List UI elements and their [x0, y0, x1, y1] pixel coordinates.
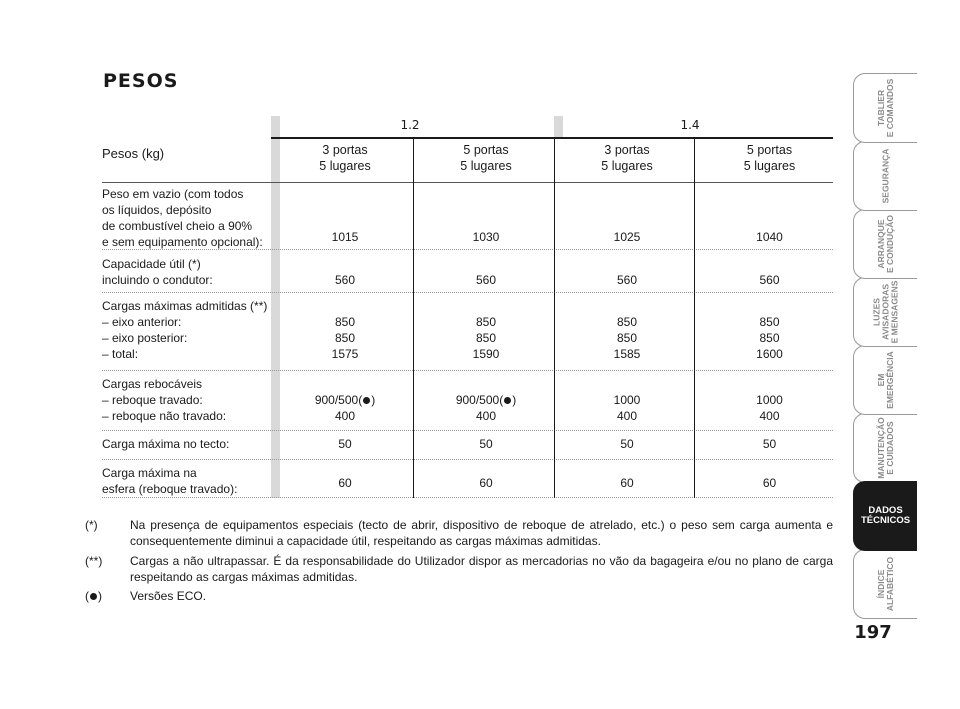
tab-label: SEGURANÇA [880, 148, 890, 204]
table-cell: 1030 [472, 230, 500, 244]
table-cell: 1040 [756, 230, 783, 244]
table-cell: 50 [762, 437, 777, 451]
tab-label: LUZES AVISADORAS E MENSAGENS [871, 280, 899, 344]
tab-arranque[interactable] [853, 209, 917, 279]
column-divider [413, 137, 414, 498]
footnote-marker: ( ) [85, 589, 102, 603]
eco-dot-icon [363, 397, 370, 404]
column-header: 5 portas 5 lugares [460, 143, 512, 173]
tab-luzes[interactable] [853, 277, 917, 347]
table-header-divider [102, 182, 833, 183]
table-cell: 60 [620, 476, 634, 490]
footnote-marker: (**) [85, 554, 103, 568]
table-cell: 1025 [613, 230, 641, 244]
eco-dot-icon [90, 593, 97, 600]
table-cell: 1015 [331, 230, 359, 244]
row-label: Carga máxima no tecto: [102, 437, 230, 451]
column-divider [554, 137, 555, 498]
footnote-text: Cargas a não ultrapassar. É da responsabilidade do Utilizador dispor as mercadorias no vão da bagageira e/ou no plano de carga respeitando as cargas máximas admitidas. [130, 554, 833, 584]
column-divider [694, 137, 695, 498]
eco-dot-icon [504, 397, 511, 404]
row-divider [102, 370, 833, 371]
table-shade [554, 116, 563, 138]
table-cell: 60 [338, 476, 352, 490]
tab-label: MANUTENÇÃO E CUIDADOS [875, 417, 895, 479]
column-header: 5 portas 5 lugares [743, 143, 796, 173]
table-cell: 50 [338, 437, 352, 451]
table-cell: 900/500( ) 400 [455, 393, 517, 423]
row-divider [102, 459, 833, 460]
row-divider [102, 292, 833, 293]
column-header: 3 portas 5 lugares [601, 143, 653, 173]
row-divider [102, 430, 833, 431]
page-title: PESOS [103, 70, 179, 92]
tab-seguranca[interactable] [853, 141, 917, 211]
tab-em[interactable] [853, 345, 917, 415]
table-cell: 50 [620, 437, 634, 451]
table-header-rule [271, 137, 833, 139]
row-label: Peso em vazio (com todos os líquidos, depósito de combustível cheio a 90% e sem equipamento opcional): [102, 187, 263, 249]
footnote [85, 588, 833, 604]
page-number: 197 [854, 622, 892, 643]
table-cell: 560 [759, 273, 780, 287]
table-cell: 900/500( ) 400 [314, 393, 376, 423]
table-cell: 60 [479, 476, 493, 490]
column-header: 3 portas 5 lugares [319, 143, 371, 173]
engine-header-1-2: 1.2 [400, 118, 420, 132]
footnote [85, 553, 833, 585]
table-cell: 560 [475, 273, 497, 287]
row-divider [102, 497, 833, 498]
footnote-marker: (*) [85, 518, 98, 532]
row-label: Cargas rebocáveis – reboque travado: – reboque não travado: [102, 377, 227, 423]
tab-manutencao[interactable] [853, 413, 917, 483]
footnote [85, 517, 833, 549]
tab-label: ARRANQUE E CONDUÇÃO [875, 214, 895, 274]
table-cell: 1000 400 [756, 393, 783, 423]
tab-label: DADOS TÉCNICOS [860, 505, 911, 526]
table-cell: 850 850 1600 [756, 315, 783, 361]
tab-label: EM EMERGÊNCIA [875, 351, 895, 409]
table-cell: 850 850 1590 [472, 315, 500, 361]
footnote-text: Na presença de equipamentos especiais (tecto de abrir, dispositivo de reboque de atrelado, etc.) o peso sem carga aumenta e consequentemente diminui a capacidade útil, respeitando as cargas máximas admitidas. [130, 518, 833, 548]
footnote-text: Versões ECO. [130, 589, 207, 603]
tab-label: ÍNDICE ALFABÉTICO [875, 556, 895, 612]
table-cell: 850 850 1585 [613, 315, 641, 361]
row-label: Carga máxima na esfera (reboque travado): [102, 466, 238, 496]
tab-label: TABLIER E COMANDOS [875, 78, 895, 138]
table-cell: 60 [762, 476, 777, 490]
row-label: Capacidade útil (*) incluindo o condutor: [102, 257, 213, 287]
table-cell: 1000 400 [613, 393, 641, 423]
engine-header-1-4: 1.4 [680, 118, 700, 132]
row-label: Cargas máximas admitidas (**) – eixo anterior: – eixo posterior: – total: [102, 299, 268, 361]
tab-tablier[interactable] [853, 73, 917, 143]
table-cell: 850 850 1575 [331, 315, 359, 361]
table-cell: 560 [616, 273, 638, 287]
row-header: Pesos (kg) [102, 146, 165, 161]
tab-indice[interactable] [853, 549, 917, 619]
table-cell: 50 [479, 437, 493, 451]
tab-dados[interactable] [853, 481, 917, 551]
table-cell: 560 [334, 273, 356, 287]
